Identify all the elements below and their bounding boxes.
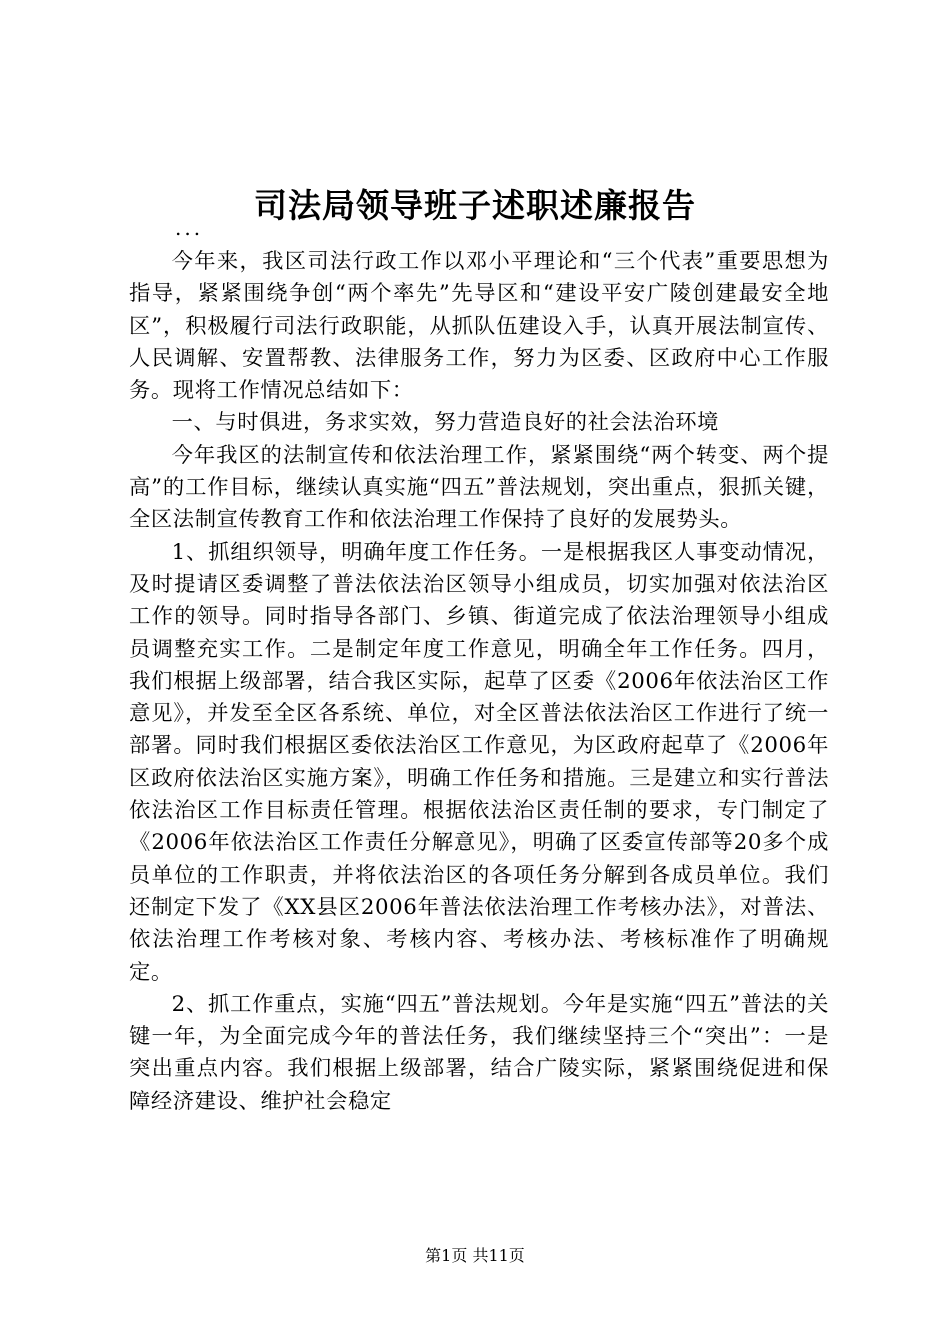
document-body	[129, 246, 829, 1118]
section-heading-1: 一、与时俱进，务求实效，努力营造良好的社会法治环境	[171, 410, 720, 436]
paragraph-section-1: 今年我区的法制宣传和依法治理工作，紧紧围绕“两个转变、两个提高”的工作目标，继续认真实施“四五”普法规划，突出重点，狠抓关键，全区法制宣传教育工作和依法治理工作保持了良好的发展势头。	[129, 442, 829, 533]
paragraph-item-2: 2、抓工作重点，实施“四五”普法规划。今年是实施“四五”普法的关键一年，为全面完成今年的普法任务，我们继续坚持三个“突出”：一是突出重点内容。我们根据上级部署，结合广陵实际，紧紧围绕促进和保障经济建设、维护社会稳定	[129, 991, 829, 1114]
ellipsis-marker: ...	[175, 216, 204, 240]
paragraph-item-1: 1、抓组织领导，明确年度工作任务。一是根据我区人事变动情况，及时提请区委调整了普法依法治区领导小组成员，切实加强对依法治区工作的领导。同时指导各部门、乡镇、街道完成了依法治理领导小组成员调整充实工作。二是制定年度工作意见，明确全年工作任务。四月，我们根据上级部署，结合我区实际，起草了区委《2006年依法治区工作意见》，并发至全区各系统、单位，对全区普法依法治区工作进行了统一部署。同时我们根据区委依法治区工作意见，为区政府起草了《2006年区政府依法治区实施方案》，明确工作任务和措施。三是建立和实行普法依法治区工作目标责任管理。根据依法治区责任制的要求，专门制定了《2006年依法治区工作责任分解意见》，明确了区委宣传部等20多个成员单位的工作职责，并将依法治区的各项任务分解到各成员单位。我们还制定下发了《XX县区2006年普法依法治理工作考核办法》，对普法、依法治理工作考核对象、考核内容、考核办法、考核标准作了明确规定。	[129, 539, 829, 985]
document-title: 司法局领导班子述职述廉报告	[254, 186, 696, 225]
page-footer: 第1页 共11页	[425, 1246, 525, 1265]
paragraph-intro: 今年来，我区司法行政工作以邓小平理论和“三个代表”重要思想为指导，紧紧围绕争创“两个率先”先导区和“建设平安广陵创建最安全地区”，积极履行司法行政职能，从抓队伍建设入手，认真开展法制宣传、人民调解、安置帮教、法律服务工作，努力为区委、区政府中心工作服务。现将工作情况总结如下：	[129, 249, 829, 404]
